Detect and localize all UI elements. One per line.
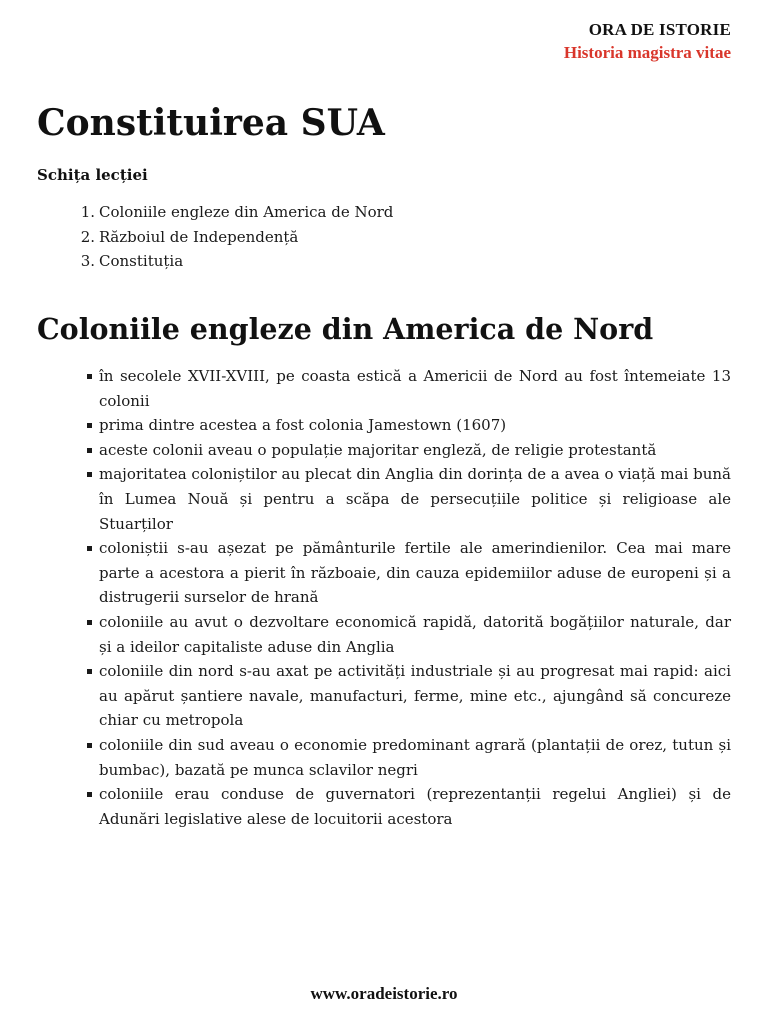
outline-item bbox=[60, 200, 393, 225]
list-item bbox=[87, 782, 731, 831]
square-bullet-icon bbox=[87, 669, 92, 674]
list-item-text: coloniile din sud aveau o economie predominant agrară (plantații de orez, tutun și bumbac), bazată pe munca sclavilor negri bbox=[99, 735, 731, 779]
square-bullet-icon bbox=[87, 472, 92, 477]
outline-item-number: 1. bbox=[80, 203, 95, 221]
list-item bbox=[87, 733, 731, 782]
list-item-text: majoritatea coloniștilor au plecat din Anglia din dorința de a avea o viață mai bună în Lumea Nouă și pentru a scăpa de persecuțiile politice și religioase ale Stuarților bbox=[99, 465, 731, 533]
section-bullet-list bbox=[87, 364, 731, 831]
list-item bbox=[87, 413, 731, 438]
square-bullet-icon bbox=[87, 448, 92, 453]
list-item bbox=[87, 536, 731, 610]
list-item-text: coloniștii s-au așezat pe pământurile fertile ale amerindienilor. Cea mai mare parte a acestora a pierit în războaie, din cauza epidemiilor aduse de europeni și a distrugerii surselor de hrană bbox=[99, 539, 731, 607]
list-item-text: coloniile au avut o dezvoltare economică rapidă, datorită bogățiilor naturale, dar și a ideilor capitaliste aduse din Anglia bbox=[99, 612, 731, 656]
outline-item-label: Coloniile engleze din America de Nord bbox=[99, 203, 394, 221]
list-item bbox=[87, 364, 731, 413]
list-item-text: prima dintre acestea a fost colonia Jamestown (1607) bbox=[99, 416, 507, 435]
site-header bbox=[564, 19, 731, 65]
list-item bbox=[87, 462, 731, 536]
square-bullet-icon bbox=[87, 743, 92, 748]
outline-item-label: Constituția bbox=[99, 252, 184, 270]
outline-item bbox=[60, 249, 393, 274]
list-item bbox=[87, 610, 731, 659]
square-bullet-icon bbox=[87, 546, 92, 551]
outline-item-label: Războiul de Independență bbox=[99, 227, 299, 246]
list-item-text: în secolele XVII-XVIII, pe coasta estică a Americii de Nord au fost întemeiate 13 colonii bbox=[99, 367, 731, 410]
square-bullet-icon bbox=[87, 620, 92, 625]
list-item-text: coloniile din nord s-au axat pe activități industriale și au progresat mai rapid: aici au apărut șantiere navale, manufacturi, ferme, mine etc., ajungând să concureze chiar cu metropola bbox=[99, 662, 731, 730]
outline-item-number: 2. bbox=[80, 227, 95, 246]
list-item-text: aceste colonii aveau o populație majoritar engleză, de religie protestantă bbox=[99, 440, 657, 459]
list-item-text: coloniile erau conduse de guvernatori (reprezentanții regelui Angliei) și de Adunări legislative alese de locuitorii acestora bbox=[99, 785, 731, 828]
square-bullet-icon bbox=[87, 792, 92, 797]
outline-heading: Schița lecției bbox=[37, 166, 148, 184]
site-brand: ORA DE ISTORIE bbox=[588, 20, 731, 39]
page-title: Constituirea SUA bbox=[37, 102, 385, 144]
section-heading: Coloniile engleze din America de Nord bbox=[37, 312, 654, 346]
list-item bbox=[87, 659, 731, 733]
square-bullet-icon bbox=[87, 374, 92, 379]
outline-item bbox=[60, 225, 393, 250]
site-tagline: Historia magistra vitae bbox=[563, 43, 731, 62]
square-bullet-icon bbox=[87, 423, 92, 428]
outline-item-number: 3. bbox=[80, 252, 95, 270]
list-item bbox=[87, 438, 731, 463]
outline-list bbox=[60, 200, 393, 274]
footer-url[interactable]: www.oradeistorie.ro bbox=[310, 984, 458, 1003]
